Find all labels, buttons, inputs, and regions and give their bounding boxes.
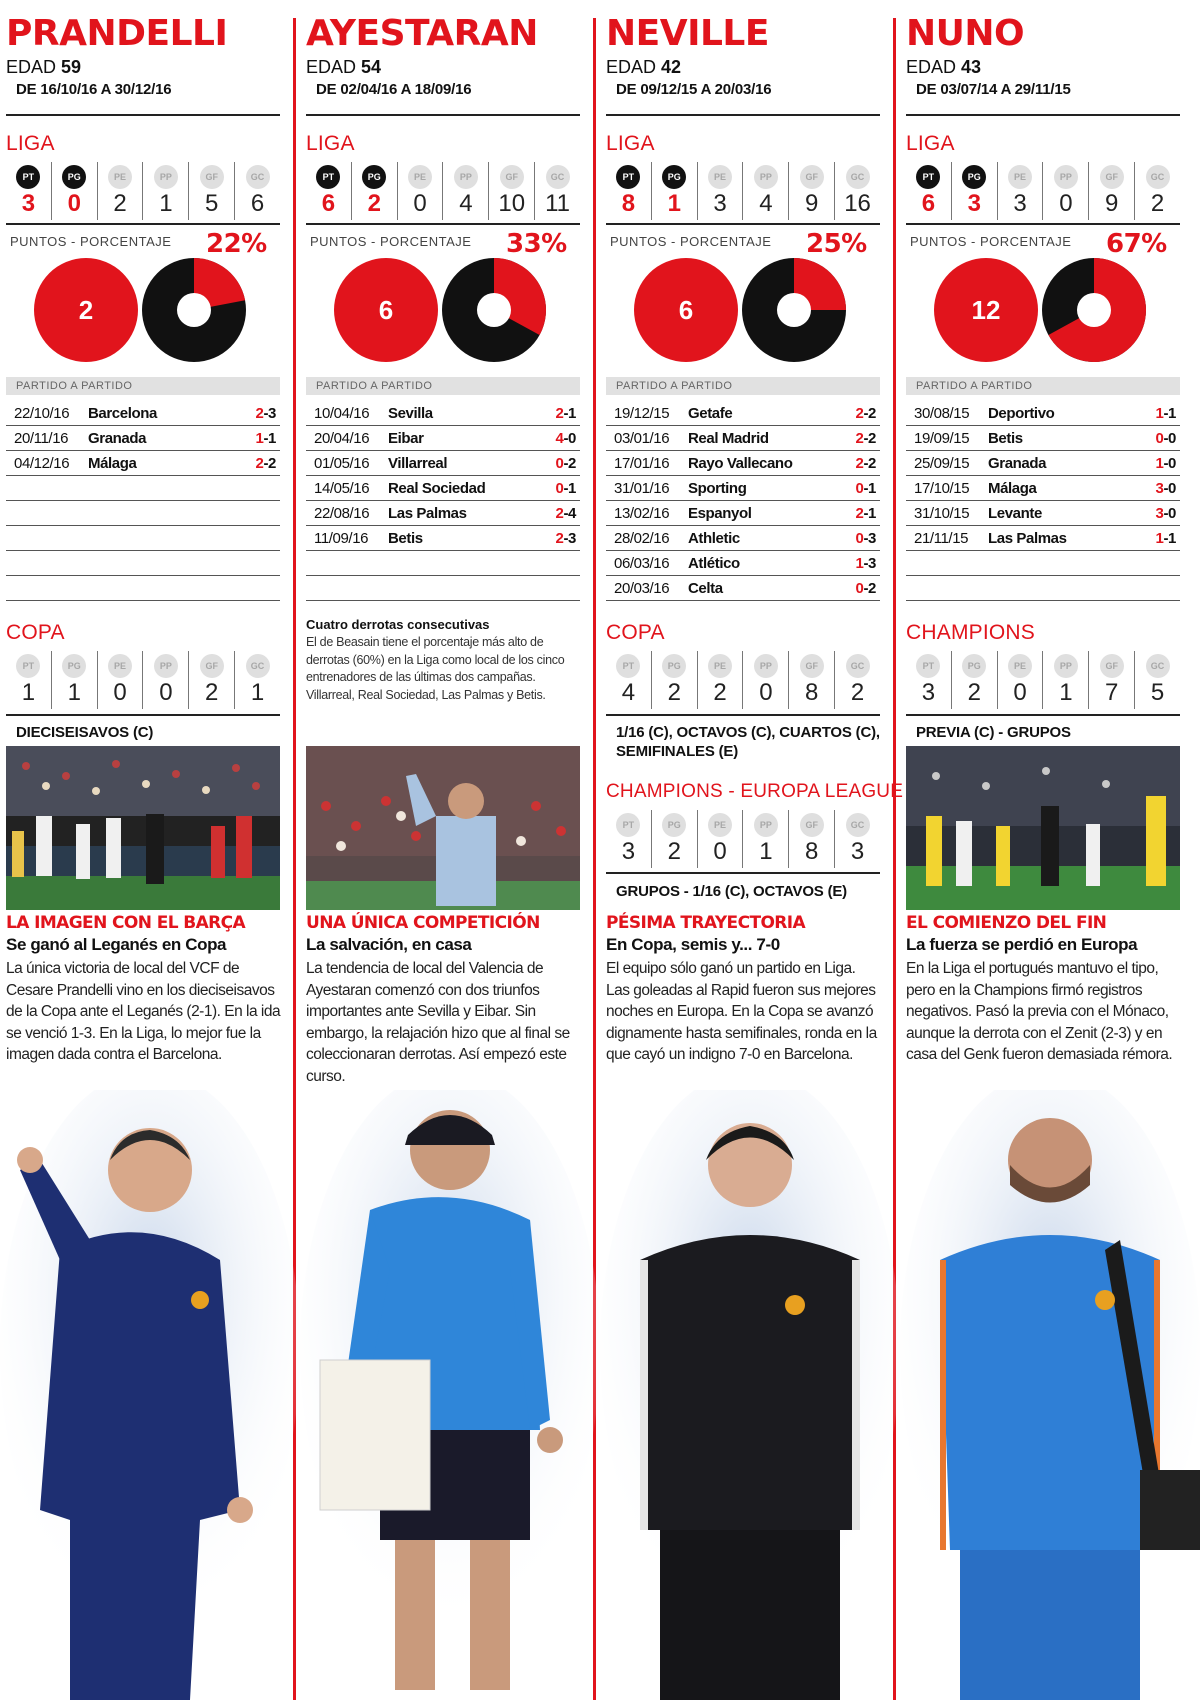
match-row: 22/08/16 Las Palmas 2-4 [306,501,580,526]
cup-stats: PT 1 PG 1 PE 0 PP 0 GF 2 GC 1 [6,651,280,709]
points-percentage: 33% [506,229,567,259]
liga-title: LIGA [906,132,955,155]
headline: EL COMIENZO DEL FIN [906,913,1107,933]
points-percentage: 67% [1106,229,1167,259]
liga-stats: PT 8 PG 1 PE 3 PP 4 GF 9 GC 16 [606,162,880,220]
pe-icon: PE [1008,654,1032,678]
coach-age: EDAD 54 [306,57,382,77]
points-percentage: 22% [206,229,267,259]
headline: PÉSIMA TRAYECTORIA [606,913,806,933]
pg-icon: PG [362,165,386,189]
pp-icon: PP [454,165,478,189]
stat-pe: PE 2 [98,162,144,220]
divider [6,114,280,116]
coach-column-ayestaran [300,0,586,1700]
coach-age: EDAD 43 [906,57,982,77]
match-row: 03/01/16 Real Madrid 2-2 [606,426,880,451]
match-row: 25/09/15 Granada 1-0 [906,451,1180,476]
divider [606,114,880,116]
points-percentage: 25% [806,229,867,259]
pe-icon: PE [108,165,132,189]
europe-rounds: GRUPOS - 1/16 (C), OCTAVOS (E) [616,883,847,900]
pp-icon: PP [754,813,778,837]
match-header: PARTIDO A PARTIDO [906,377,1180,395]
points-label: PUNTOS - PORCENTAJE [310,234,472,249]
percentage-donut [142,258,246,362]
pg-icon: PG [962,654,986,678]
coach-age: EDAD 42 [606,57,682,77]
pe-icon: PE [708,813,732,837]
match-row-empty [6,476,280,501]
gf-icon: GF [1100,165,1124,189]
coach-age: EDAD 59 [6,57,82,77]
cup-title: CHAMPIONS [906,621,1035,644]
stadium-photo [6,746,280,910]
donut-hole [1077,293,1111,327]
coach-tenure: DE 09/12/15 A 20/03/16 [616,81,772,98]
match-row-empty [6,576,280,601]
match-row-empty [306,551,580,576]
coach-name: NEVILLE [606,13,769,54]
cup-stats: PT 3 PG 2 PE 0 PP 1 GF 7 GC 5 [906,651,1180,709]
pg-icon: PG [662,813,686,837]
body-text: En la Liga el portugués mantuvo el tipo, pero en la Champions firmó registros negativos. Pasó la previa con el Mónaco, aunque la derrota con el Zenit (2-3) y en casa del Genk fueron demasiada rémora. [906,960,1173,1063]
subhead: La fuerza se perdió en Europa [906,935,1138,954]
match-row: 20/11/16 Granada 1-1 [6,426,280,451]
liga-stats: PT 6 PG 2 PE 0 PP 4 GF 10 GC 11 [306,162,580,220]
pg-icon: PG [62,654,86,678]
match-row: 04/12/16 Málaga 2-2 [6,451,280,476]
pe-icon: PE [108,654,132,678]
divider [906,714,1180,716]
pp-icon: PP [1054,165,1078,189]
liga-title: LIGA [606,132,655,155]
pe-icon: PE [1008,165,1032,189]
gc-icon: GC [846,813,870,837]
headline: UNA ÚNICA COMPETICIÓN [306,913,540,933]
divider [906,114,1180,116]
match-row: 17/10/15 Málaga 3-0 [906,476,1180,501]
gf-icon: GF [200,654,224,678]
gf-icon: GF [1100,654,1124,678]
liga-stats: PT 6 PG 3 PE 3 PP 0 GF 9 GC 2 [906,162,1180,220]
divider [606,223,880,225]
match-row-empty [6,551,280,576]
cup-title: COPA [606,621,665,644]
pg-icon: PG [662,654,686,678]
gc-icon: GC [246,165,270,189]
match-row-empty [6,501,280,526]
coach-portrait [0,1090,300,1700]
europe-title: CHAMPIONS - EUROPA LEAGUE [606,781,904,802]
coach-tenure: DE 16/10/16 A 30/12/16 [16,81,172,98]
points-circle: 2 [34,258,138,362]
stadium-photo [306,746,580,910]
note-title: Cuatro derrotas consecutivas [306,617,490,632]
pp-icon: PP [754,165,778,189]
gc-icon: GC [846,165,870,189]
gc-icon: GC [846,654,870,678]
coach-portrait [900,1090,1200,1700]
pg-icon: PG [62,165,86,189]
cup-rounds: DIECISEISAVOS (C) [16,724,154,741]
coach-name: AYESTARAN [306,13,538,54]
gc-icon: GC [546,165,570,189]
pt-icon: PT [616,813,640,837]
match-row-empty [6,526,280,551]
gf-icon: GF [800,813,824,837]
points-circle: 6 [634,258,738,362]
pg-icon: PG [662,165,686,189]
gf-icon: GF [800,654,824,678]
points-label: PUNTOS - PORCENTAJE [10,234,172,249]
stat-pt: PT 3 [6,162,52,220]
subhead: En Copa, semis y... 7-0 [606,935,780,954]
pe-icon: PE [708,654,732,678]
note-body: El de Beasain tiene el porcentaje más alto de derrotas (60%) en la Liga como local de los cinco entrenadores de las últimas dos campañas. Villarreal, Real Sociedad, Las Palmas y Betis. [306,635,565,702]
pp-icon: PP [754,654,778,678]
coach-name: PRANDELLI [6,13,228,54]
divider [606,714,880,716]
headline: LA IMAGEN CON EL BARÇA [6,913,246,933]
match-row: 13/02/16 Espanyol 2-1 [606,501,880,526]
stat-gf: GF 5 [189,162,235,220]
points-circle: 6 [334,258,438,362]
stat-pg: PG 0 [52,162,98,220]
stat-gc: GC 6 [235,162,280,220]
liga-title: LIGA [306,132,355,155]
coach-column-prandelli [0,0,286,1700]
match-row-empty [906,576,1180,601]
points-label: PUNTOS - PORCENTAJE [610,234,772,249]
cup-rounds: 1/16 (C), OCTAVOS (C), CUARTOS (C), SEMIFINALES (E) [616,724,880,760]
divider [306,114,580,116]
points-label: PUNTOS - PORCENTAJE [910,234,1072,249]
pt-icon: PT [916,165,940,189]
match-row: 21/11/15 Las Palmas 1-1 [906,526,1180,551]
percentage-donut [742,258,846,362]
match-row: 31/10/15 Levante 3-0 [906,501,1180,526]
gc-icon: GC [1146,654,1170,678]
gf-icon: GF [200,165,224,189]
body-text: La única victoria de local del VCF de Cesare Prandelli vino en los dieciseisavos de la Copa ante el Leganés (2-1). En la ida se venció 1-3. En la Liga, lo mejor fue la imagen dada contra el Barcelona. [6,960,281,1063]
pt-icon: PT [16,165,40,189]
divider [6,223,280,225]
match-row: 10/04/16 Sevilla 2-1 [306,401,580,426]
match-header: PARTIDO A PARTIDO [306,377,580,395]
pt-icon: PT [16,654,40,678]
cup-stats: PT 4 PG 2 PE 2 PP 0 GF 8 GC 2 [606,651,880,709]
coach-column-nuno [900,0,1186,1700]
match-row: 06/03/16 Atlético 1-3 [606,551,880,576]
match-row-empty [306,576,580,601]
coach-portrait [600,1090,900,1700]
match-row: 11/09/16 Betis 2-3 [306,526,580,551]
pp-icon: PP [1054,654,1078,678]
percentage-donut [442,258,546,362]
coach-portrait [300,1090,600,1700]
liga-stats [6,162,280,220]
cup-title: COPA [6,621,65,644]
body-text: La tendencia de local del Valencia de Ayestaran comenzó con dos triunfos importantes ante Sevilla y Eibar. Sin embargo, la relajación hizo que al final se coleccionaran derrotas. Así empezó este curso. [306,960,570,1085]
stadium-photo [906,746,1180,910]
pt-icon: PT [616,654,640,678]
subhead: La salvación, en casa [306,935,472,954]
gc-icon: GC [1146,165,1170,189]
coach-name: NUNO [906,13,1025,54]
percentage-donut [1042,258,1146,362]
donut-hole [177,293,211,327]
gc-icon: GC [246,654,270,678]
pe-icon: PE [408,165,432,189]
pp-icon: PP [154,654,178,678]
match-row: 31/01/16 Sporting 0-1 [606,476,880,501]
subhead: Se ganó al Leganés en Copa [6,935,227,954]
coach-tenure: DE 03/07/14 A 29/11/15 [916,81,1071,98]
pt-icon: PT [616,165,640,189]
match-row: 14/05/16 Real Sociedad 0-1 [306,476,580,501]
divider [606,872,880,874]
donut-hole [477,293,511,327]
match-row: 19/12/15 Getafe 2-2 [606,401,880,426]
divider [306,223,580,225]
pe-icon: PE [708,165,732,189]
match-row: 17/01/16 Rayo Vallecano 2-2 [606,451,880,476]
gf-icon: GF [800,165,824,189]
pp-icon: PP [154,165,178,189]
match-row: 30/08/15 Deportivo 1-1 [906,401,1180,426]
liga-title: LIGA [6,132,55,155]
match-row: 01/05/16 Villarreal 0-2 [306,451,580,476]
match-row-empty [906,551,1180,576]
pt-icon: PT [916,654,940,678]
match-row: 22/10/16 Barcelona 2-3 [6,401,280,426]
body-text: El equipo sólo ganó un partido en Liga. Las goleadas al Rapid fueron sus mejores noches en Europa. En la Copa se avanzó dignamente hasta semifinales, ronda en la que cayó un indigno 7-0 en Barcelona. [606,960,877,1063]
pt-icon: PT [316,165,340,189]
coach-tenure: DE 02/04/16 A 18/09/16 [316,81,472,98]
match-row: 19/09/15 Betis 0-0 [906,426,1180,451]
divider [906,223,1180,225]
match-row: 28/02/16 Athletic 0-3 [606,526,880,551]
donut-hole [777,293,811,327]
match-row: 20/04/16 Eibar 4-0 [306,426,580,451]
europe-stats: PT 3 PG 2 PE 0 PP 1 GF 8 GC 3 [606,810,880,868]
gf-icon: GF [500,165,524,189]
match-row: 20/03/16 Celta 0-2 [606,576,880,601]
match-header: PARTIDO A PARTIDO [606,377,880,395]
stat-pp: PP 1 [143,162,189,220]
match-header: PARTIDO A PARTIDO [6,377,280,395]
divider [6,714,280,716]
coach-column-neville [600,0,904,1700]
cup-rounds: PREVIA (C) - GRUPOS [916,724,1071,741]
pg-icon: PG [962,165,986,189]
points-circle: 12 [934,258,1038,362]
